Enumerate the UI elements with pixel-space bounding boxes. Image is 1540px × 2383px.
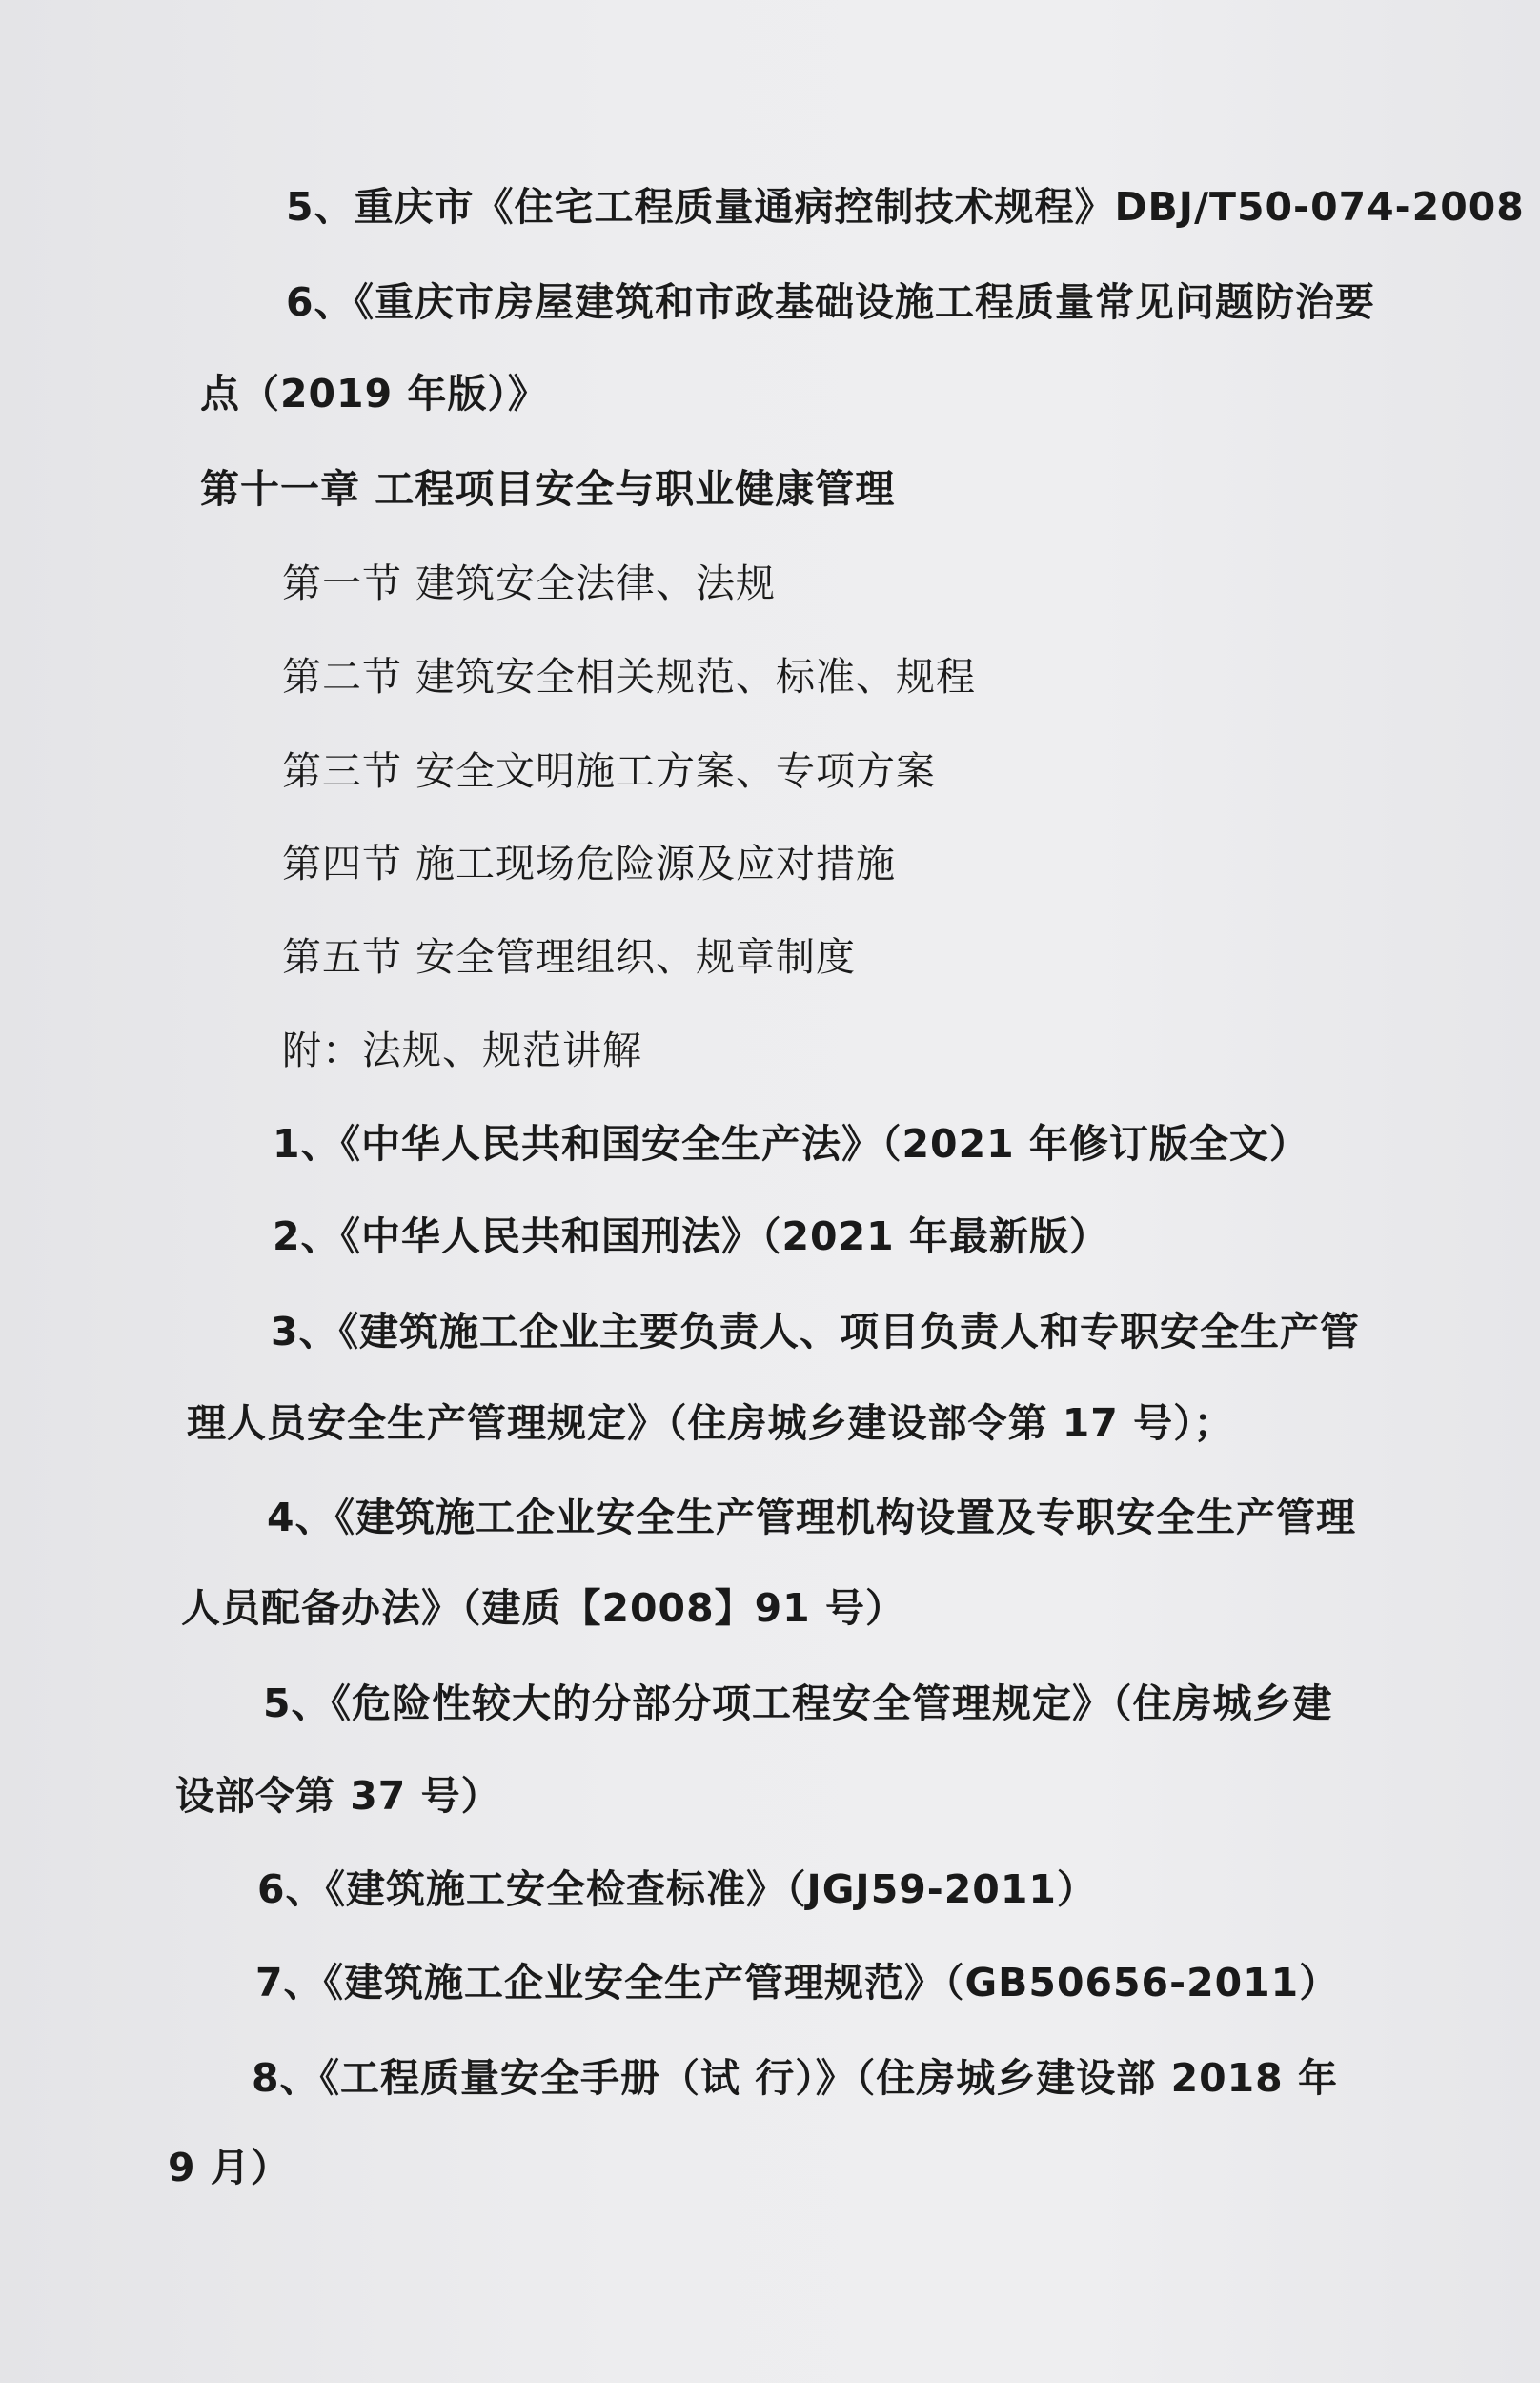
text-line: 9 月） xyxy=(168,2145,291,2190)
text-line: 理人员安全生产管理规定》（住房城乡建设部令第 17 号）； xyxy=(187,1400,1234,1446)
text-line: 6、《建筑施工安全检查标准》（JGJ59-2011） xyxy=(257,1866,1097,1912)
text-line: 8、《工程质量安全手册（试 行）》（住房城乡建设部 2018 年 xyxy=(252,2055,1338,2101)
text-line: 3、《建筑施工企业主要负责人、项目负责人和专职安全生产管 xyxy=(271,1309,1361,1354)
section-item: 第一节 建筑安全法律、法规 xyxy=(282,560,777,606)
text-line: 5、《危险性较大的分部分项工程安全管理规定》（住房城乡建 xyxy=(263,1680,1333,1726)
text-line: 4、《建筑施工企业安全生产管理机构设置及专职安全生产管理 xyxy=(267,1495,1357,1540)
text-line: 1、《中华人民共和国安全生产法》（2021 年修订版全文） xyxy=(273,1121,1309,1167)
text-line: 人员配备办法》（建质【2008】91 号） xyxy=(181,1585,905,1631)
section-item: 第五节 安全管理组织、规章制度 xyxy=(282,934,857,980)
section-item: 第三节 安全文明施工方案、专项方案 xyxy=(282,748,937,794)
text-line: 5、重庆市《住宅工程质量通病控制技术规程》DBJ/T50-074-2008 xyxy=(286,184,1525,230)
text-line: 6、《重庆市房屋建筑和市政基础设施工程质量常见问题防治要 xyxy=(286,279,1376,325)
text-line: 7、《建筑施工企业安全生产管理规范》（GB50656-2011） xyxy=(255,1960,1340,2006)
section-item: 第四节 施工现场危险源及应对措施 xyxy=(282,841,897,886)
section-item: 第二节 建筑安全相关规范、标准、规程 xyxy=(282,654,977,700)
text-line: 2、《中华人民共和国刑法》（2021 年最新版） xyxy=(273,1213,1109,1259)
appendix-heading: 附：法规、规范讲解 xyxy=(282,1028,642,1073)
chapter-heading: 第十一章 工程项目安全与职业健康管理 xyxy=(200,466,896,512)
text-line: 设部令第 37 号） xyxy=(175,1773,501,1819)
text-line: 点（2019 年版）》 xyxy=(200,371,548,417)
